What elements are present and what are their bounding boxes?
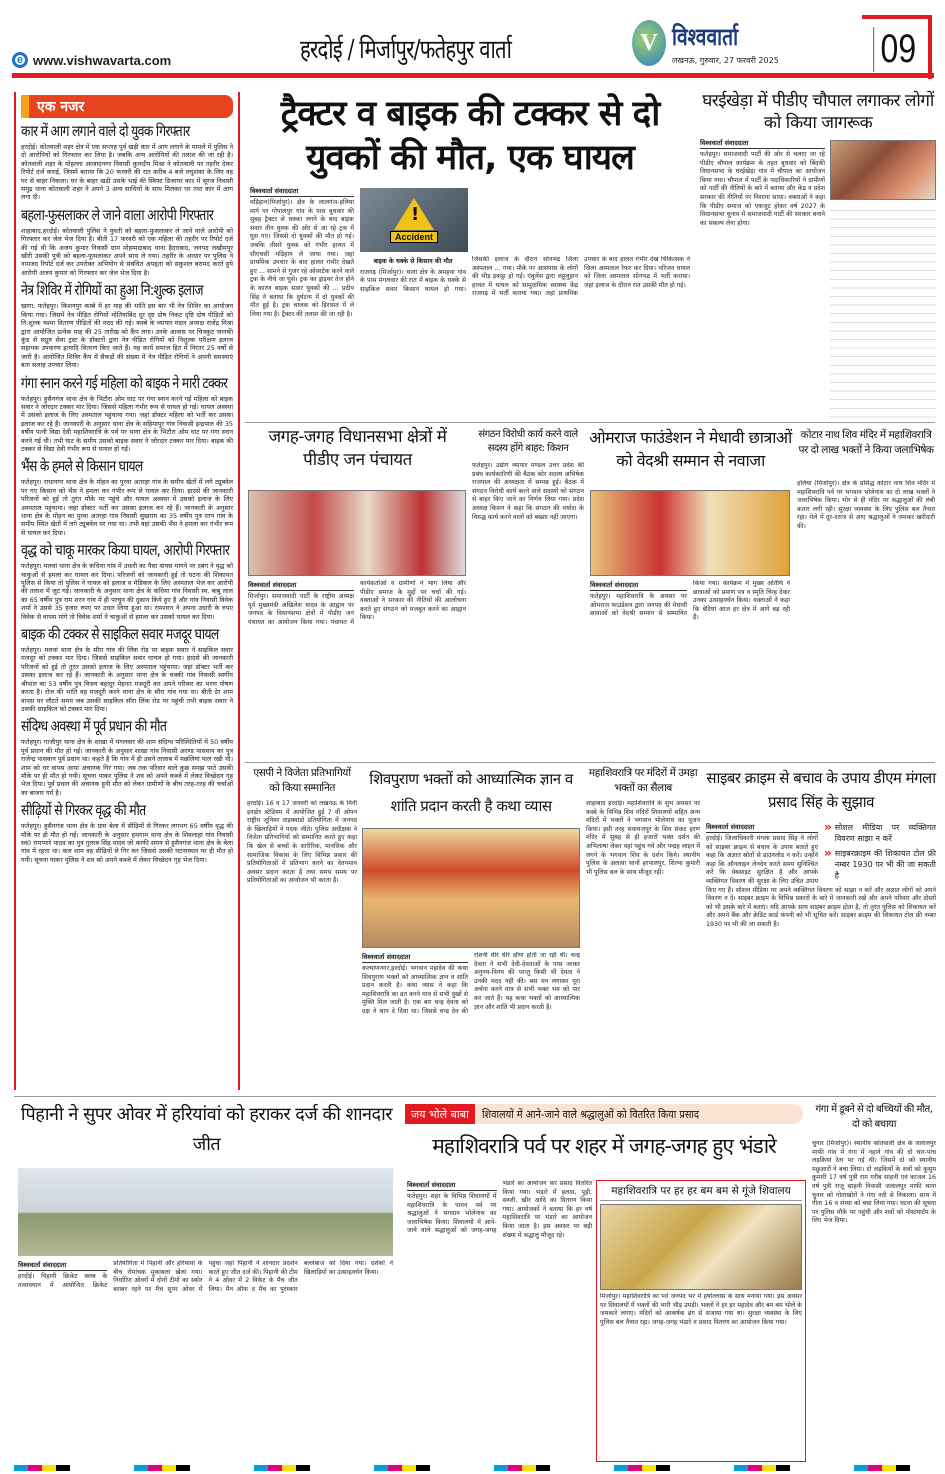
byline: विश्ववार्ता संवाददाता <box>706 822 818 833</box>
shivalaya-box-headline: महाशिवरात्रि पर हर हर बम बम से गूंजे शिवालय <box>600 1184 802 1201</box>
sp-award-headline: एसपी ने विजेता प्रतिभागियों को किया सम्मानित <box>253 767 351 794</box>
double-chevron-icon: » <box>824 822 832 834</box>
main-story <box>250 186 690 418</box>
page-number-box <box>862 15 932 79</box>
pihani-headline: पिहानी ने सुपर ओवर में हरियांवां को हराकर दर्ज की शानदार जीत <box>20 1104 393 1155</box>
kotar-body: हलिया (मिर्जापुर)। क्षेत्र के प्रसिद्ध कोटार नाथ शिव मंदिर में महाशिवरात्रि पर्व पर भगवान भोलेनाथ का दो लाख भक्तों ने जलाभिषेक किया। भोर से ही मंदिर पर श्रद्धालुओं की लंबी कतार लगी रही। सुरक्षा व्यवस्था के लिए पुलिस बल तैनात रहा। मेले में दूर-दराज से आए श्रद्धालुओं ने जमकर खरीदारी की। <box>797 480 935 530</box>
logo-name: विश्ववार्ता <box>672 23 739 51</box>
sangathan-body: फतेहपुर। उद्योग व्यापार मण्डल उत्तर प्रदेश की प्रबंध कार्यकारिणी की बैठक कोर सदस्य अभिषेक राजपाल की अध्यक्षता में सम्पन्न हुई। बैठक में संगठन विरोधी कार्य करने वाले सदस्यों को संगठन से बाहर किए जाने का निर्णय लिया गया। प्रदेश अध्यक्ष किशन ने कहा कि संगठन की मर्यादा के विरुद्ध कार्य करने वालों को बख्शा नहीं जाएगा। <box>472 462 584 521</box>
byline: विश्ववार्ता संवाददाता <box>248 580 354 591</box>
pda-panchayat-headline: जगह-जगह विधानसभा क्षेत्रों में पीडीए जन पंचायत <box>268 427 447 470</box>
cyber-bullet <box>824 848 936 881</box>
browser-e-icon: e <box>12 52 28 68</box>
cyber-body: हरदोई। जिलाधिकारी मंगला प्रसाद सिंह ने लोगों को साइबर क्राइम से बचाव के उपाय बताते हुए कहा कि अज्ञात स्रोतों से डाउनलोड न करें। उन्होंने कहा कि ऑनलाइन लेनदेन करते समय सुनिश्चित करें कि वेबसाइट सुरक्षित है और आपके व्यक्तिगत विवरण की सुरक्षा के लिए उचित उपाय किए गए हैं। सोशल मीडिया पर अपने व्यक्तिगत विवरण को साझा न करें और अज्ञात लोगों को अपने विवरण न दें। साइबर क्राइम के विभिन्न प्रकारों के बारे में जानकारी रखें और अपने परिवार और दोस्तों को भी इसके बारे में बताएं। यदि आपके साथ साइबर क्राइम होता है, तो तुरंत पुलिस को शिकायत करें और अपने बैंक और क्रेडिट कार्ड कंपनी को भी सूचित करें। साइबर क्राइम की शिकायत टोल फ्री नम्बर 1930 पर भी की जा सकती है। <box>706 835 936 928</box>
brief-headline: बाइक की टक्कर से साइकिल सवार मजदूर घायल <box>21 625 219 644</box>
shivalaya-photo <box>600 1204 802 1290</box>
brief-body: हरदोई। कोतवाली शहर क्षेत्र में एक सप्ताह पूर्व खड़ी कार में आग लगाने के मामले में पुलिस ने दो आरोपियों को गिरफ्तार कर लिया है। जबकि अन्य आरोपियों की तलाश की जा रही है। कोतवाली शहर के मोहल्ला आजादनगर निवासी कुलदीप मिश्रा ने कोतवाली पर तहरीर देकर रिपोर्ट दर्ज कराई, जिसमें बताया कि 20 फरवरी की रात करीब 4 बजे लघुशंका के लिए वह घर से बाहर निकला। घर के बाहर खड़ी उसके भाई की स्विफ्ट डिजायर कार में सूरज निवासी समुद्र थाना कोतवाली शहर ने अपने 3 अन्य साथियों के साथ मिलकर घर तथा कार में आग लगा दी। <box>21 143 233 202</box>
byline: विश्ववार्ता संवाददाता <box>18 1260 107 1271</box>
gharkheda-body-cont <box>830 205 936 420</box>
shivpuran-body: कल्याणनगर,हरदोई। भगवान महादेव की कथा शिवपुराण भक्तों को आध्यात्मिक ज्ञान व शांति प्रदान करती है। कथा व्यास ने कहा कि महाशिवरात्रि का व्रत करने मात्र से सभी दुखों से मुक्ति मिल जाती है। एक बार चन्द्र देवता को दक्ष ने श्राप दे दिया था। जिससे चन्द्र देव की रोशनी धीरे धीरे क्षीण होती जा रही थी। चन्द्र देवता ने सभी देवी-देवताओं के पास जाकर अनुनय-विनय की परन्तु किसी भी देवता ने उनकी मदद नहीं की। बस मन लगाकर पूरा अर्चना करने मात्र से सभी भक्त भव को पार कर जाते हैं। यह कथा भक्तों को आध्यात्मिक ज्ञान और शांति भी प्रदान करती है। <box>362 952 580 1015</box>
brief-headline: सीढ़ियों से गिरकर वृद्ध की मौत <box>21 801 146 820</box>
brief-body: फतेहपुर। राधानगर थाना क्षेत्र के मोहन का पुरवा अतरहा गांव के समीप खेतों में लगे ट्यूबवेल पर गए किसान को भैंस ने हमला कर गंभीर रूप से घायल कर दिया। हादसे की जानकारी परिजनों को हुई तो तुरंत मौके पर पहुंचे और घायल अवस्था में उसको इलाज के लिए अस्पताल पहुंचाया। जहां डॉक्टर भर्ती कर उसका इलाज कर रहे हैं। जानकारी के अनुसार थाना क्षेत्र के मोहन का पुरवा अतरहा गांव निवासी सुखराम का 35 वर्षीय पुत्र रतन गांव के समीप स्थित खेतों में लगे ट्यूबवेल पर गया था। तभी वहां उसकी भैंस ने हमला कर गंभीर रूप से घायल कर दिया। <box>21 478 233 537</box>
omraj-headline: ओमराज फाउंडेशन ने मेधावी छात्राओं को वेदश्री सम्मान से नवाजा <box>589 428 792 470</box>
pda-panchayat-photo <box>248 490 466 576</box>
color-registration-bar <box>14 1465 936 1471</box>
main-story-body: मड़िहान(मिर्जापुर)। क्षेत्र के लालगंज-हलिया मार्ग पर गोपालपुर गांव के पास बुधवार की सुबह ट्रैक्टर से धक्का लगने के बाद बाइक सवार तीन युवक की ओर से आ रहे ट्रक में घुस गए। जिससे दो युवकों की मौत हो गई। जबकि तीसरे युवक को गंभीर हालत में सीएचसी मड़िहान ले जाया गया। जहां प्राथमिक उपचार के बाद हालत गंभीर देखते हुए ... सामने से गुजर रहे ओवरटेक करने वाले ट्रक के नीचे जा घुसे। ट्रक का ड्राइवर तेज होने के कारण बाइक सवार युवकों की ... प्रदीप सिंह ने बताया कि दुर्घटना में दो युवकों की मौत हुई है। ट्रक चालक को हिरासत में ले लिया गया है। ट्रैक्टर की तलाश की जा रही है। <box>250 199 354 318</box>
omraj-story <box>590 580 790 758</box>
brief-headline: वृद्ध को चाकू मारकर किया घायल, आरोपी गिरफ्तार <box>21 541 230 560</box>
shivpuran-photo <box>362 828 580 948</box>
brief-headline: भैंस के हमले से किसान घायल <box>21 457 143 476</box>
brief-body: फतेहपुर। मलवां थाना क्षेत्र के कंधिया गांव में उधारी का पैसा वापस मांगने पर दबंग ने वृद्ध को चाकुओं से हमला कर घायल कर दिया। परिजनों को जानकारी हुई तो घटना की शिकायत पुलिस से किया तो पुलिस ने घायल को इलाज व मेडिकल के लिए अस्पताल भेज कर आरोपी की तलाश में जुट गई। जानकारी के अनुसार थाना क्षेत्र के कंधिया गांव निवासी स्व. बाबू लाल का 65 वर्षीय पुत्र राम शरन गांव में ही परचून की दुकान किये हुए है और गांव निवासी विवेक शर्मा ने उससे 35 हजार रुपए पर उधार लिया हुआ था। रामशरन ने अपना उधारी के रुपए विवेक से वापस मांगे तो विवेक शर्मा ने चाकुओं से हमला कर उसको घायल कर दिया। <box>21 562 233 621</box>
kicker-banner <box>405 1104 803 1124</box>
bhandare-body: फतेहपुर। शहर के विभिन्न शिवालयों में महाशिवरात्रि के पावन पर्व पर श्रद्धालुओं ने भगवान भोलेनाथ का जलाभिषेक किया। शिवालयों में आने-जाने वाले श्रद्धालुओं को जगह-जगह भंडारे का आयोजन कर प्रसाद वितरित किया गया। भंडारे में हलवा, पूड़ी, सब्जी, खीर आदि का वितरण किया गया। आयोजकों ने बताया कि हर वर्ष महाशिवरात्रि पर भंडारे का आयोजन किया जाता है। इस अवसर पर बड़ी संख्या में श्रद्धालु मौजूद रहे। <box>407 1180 592 1239</box>
shivpuran-story <box>362 952 580 1092</box>
pda-panchayat-story <box>248 580 466 758</box>
pihani-story <box>18 1260 393 1462</box>
byline: विश्ववार्ता संवाददाता <box>590 580 687 591</box>
kicker-label: जय भोले बाबा <box>405 1104 475 1124</box>
byline: विश्ववार्ता संवाददाता <box>407 1180 497 1191</box>
main-story-body-2: राजगढ़ (मिर्जापुर)। थाना क्षेत्र के अमहवा गांव के पास मंगलवार की रात में बाइक के धक्के से साइकिल सवार किसान घायल हो गया। जिसकी इलाज के दौरान सोनभद्र जिला अस्पताल ... गया। मौके पर आसपास के लोगों की भीड़ इकट्ठा हो गई। एंबुलेंस द्वारा लहूलुहान हालत में घायल को सामुदायिक स्वास्थ्य केंद्र राजगढ़ में भर्ती कराया गया। जहां प्राथमिक उपचार के बाद हालत गंभीर देख चिकित्सक ने जिला अस्पताल रेफर कर दिया। परिजन घायल को जिला अस्पताल सोनभद्र में भर्ती कराया। जहां इलाज के दौरान रात उसकी मौत हो गई। <box>360 256 690 298</box>
dateline: लखनऊ, गुरुवार, 27 फरवरी 2025 <box>672 56 779 65</box>
byline: विश्ववार्ता संवाददाता <box>700 138 825 149</box>
omraj-body: फतेहपुर। महाशिवरात्रि के अवसर पर ओमराज फाउंडेशन द्वारा जनपद की मेधावी छात्राओं को वेदश्री सम्मान से सम्मानित किया गया। कार्यक्रम में मुख्य अतिथि ने छात्राओं को प्रमाण पत्र व स्मृति चिन्ह देकर उनका उत्साहवर्धन किया। वक्ताओं ने कहा कि बेटियां आज हर क्षेत्र में आगे बढ़ रही हैं। <box>590 580 790 622</box>
page-number: 09 <box>874 27 917 72</box>
kotar-headline: कोटार नाथ शिव मंदिर में महाशिवरात्रि पर दो लाख भक्तों ने किया जलाभिषेक <box>798 429 934 456</box>
brief-body: शाहाबाद,हरदोई। कोतवाली पुलिस ने युवती को बहला-फुसलाकर ले जाने वाले आरोपी को गिरफ्तार कर जेल भेज दिया है। बीती 17 फरवरी को एक महिला की तहरीर पर रिपोर्ट दर्ज की गई थी कि अजय कुमार निवासी ग्राम मोहम्मदाबाद थाना हैदराबाद, जनपद लखीमपुर खीरी उसकी पुत्री को बहला-फुसलाकर अपने साथ ले गया। तहरीर के आधार पर पुलिस ने नामजद रिपोर्ट दर्ज कर उपरोक्त अभियोग से संबंधित अपहृता को सकुशल बरामद करते हुये आरोपी अजय कुमार को गिरफ्तार कर जेल भेज दिया है। <box>21 226 233 277</box>
omraj-photo <box>590 490 790 576</box>
cyber-bullets <box>824 822 936 885</box>
brief-body: खागा, फतेहपुर। किशनपुर कस्बे में हर माह की भांति इस बार भी नेत्र शिविर का आयोजन किया गया। जिसमें नेत्र पीड़ित रोगियों मोतियाबिंद दूर दृष्ट दोष निकट दृष्टि दोष पीड़ितों को नि:शुल्क चश्मा वितरण पीड़ितों की मदद की गई। कस्बे के व्यापार मंडल अध्यक्ष राजेंद्र मिश्रा द्वारा आयोजित प्रत्येक माह की 25 तारीख को कैंप लगा। उनके आवास पर चित्रकूट जानकी कुंड से सद्गुरु सेवा ट्रस्ट के डॉक्टरों द्वारा नेत्र पीड़ित रोगियों को निशुल्क परीक्षण इलाज सहायक उपकरण इत्यादि वितरण किए जाते हैं। यह कार्य समाज हित में निरंतर 25 वर्षों से जारी है। आयोजित शिविर कैंप में सैकड़ों की संख्या में नेत्र पीड़ित रोगियों ने अपनी समस्याएं बता सलाह उपचार लिया। <box>21 302 233 370</box>
section-title: हरदोई / मिर्जापुर/फतेहपुर वार्ता <box>300 35 512 65</box>
cricket-photo <box>18 1168 393 1256</box>
warning-triangle-icon: ! <box>394 198 434 230</box>
cyber-bullet <box>824 822 936 844</box>
gharkheda-story <box>700 138 825 420</box>
globe-v-logo-icon: V <box>632 20 666 66</box>
brief-headline: कार में आग लगाने वाले दो युवक गिरफ्तार <box>21 122 190 140</box>
bhandare-story <box>407 1180 592 1462</box>
gharkheda-body: फतेहपुर। समाजवादी पार्टी की ओर से चलाए जा रहे पीडीए चौपाल कार्यक्रम के तहत बुधवार को बिंदकी विधानसभा के घरईखेड़ा गांव में चौपाल का आयोजन किया गया। चौपाल में पार्टी के पदाधिकारियों ने ग्रामीणों को पार्टी की नीतियों के बारे में बताया और केंद्र व प्रदेश सरकार की नीतियों पर निशाना साधा। वक्ताओं ने कहा कि पीडीए समाज को एकजुट होकर वर्ष 2027 के विधानसभा चुनाव में समाजवादी पार्टी की सरकार बनाने का संकल्प लेना होगा। <box>700 151 825 227</box>
double-chevron-icon: » <box>824 846 832 860</box>
temples-headline: महाशिवरात्रि पर मंदिरों में उमड़ा भक्तों का सैलाब <box>588 767 698 794</box>
ek-nazar-label: एक नजर <box>21 95 233 118</box>
main-story-subhead: बाइक के धक्के से किसान की मौत <box>373 258 453 265</box>
bhandare-headline: महाशिवरात्रि पर्व पर शहर में जगह-जगह हुए भंडारे <box>432 1134 776 1158</box>
accident-photo <box>360 188 468 252</box>
website-url[interactable]: e www.vishwavarta.com <box>12 52 171 68</box>
byline: विश्ववार्ता संवाददाता <box>250 186 354 197</box>
cyber-story <box>706 822 936 1092</box>
header-rule <box>12 73 934 78</box>
cyber-headline: साइबर क्राइम से बचाव के उपाय डीएम मंगला प्रसाद सिंह के सुझाव <box>706 769 936 811</box>
divider <box>245 422 935 423</box>
brief-body: फतेहपुर। हुसैनगंज थाना क्षेत्र के ग्राम बेला में सीढ़ियों से गिरकर लगभग 65 वर्षीय वृद्ध की मौके पर ही मौत हो गई। जानकारी के अनुसार हथगाम थाना क्षेत्र के शिवलाहा गांव निवासी स्व0 रामप्यारे यादव का पुत्र गुलाब सिंह यादव जो काफी समय से हुसैनगंज थाना क्षेत्र के बेला गांव में रहता था। कल शाम वह सीढ़ियों से गिर कर जिससे उसकी घटनास्थल पर ही मौत हो गयी। सूचना पाकर पुलिस ने शव को अपने कब्जे में लेकर विच्छेदन गृह भेज दिया। <box>21 822 233 864</box>
sp-award-body: हरदोई। 16 व 17 जनवरी को लखनऊ के मिनी इनडोर स्टेडियम में आयोजित हुई 7 वीं ओपन राष्ट्रीय जूनियर ताइक्वांडो प्रतियोगिता में जनपद के खिलाड़ियों ने पदक जीते। पुलिस अधीक्षक ने विजेता प्रतिभागियों को सम्मानित करते हुए कहा कि खेल से बच्चों के शारीरिक, मानसिक और सामाजिक विकास के लिए विभिन्न प्रकार की प्रतियोगिताओं में प्रतिभाग करने का वेतनमान अवसर प्रदान करता है तथा समय समय पर प्रतियोगिताओं का आयोजन भी करता है। <box>247 800 357 885</box>
pda-panchayat-body: मिर्जापुर। समाजवादी पार्टी के राष्ट्रीय अध्यक्ष पूर्व मुख्यमंत्री अखिलेश यादव के आह्वान पर जनपद के विधानसभा क्षेत्रों में पीडीए जन पंचायत का आयोजन किया गया। पंचायत में कार्यकर्ताओं व ग्रामीणों ने भाग लिया और पीडीए समाज के मुद्दों पर चर्चा की गई। वक्ताओं ने सरकार की नीतियों की आलोचना करते हुए संगठन को मजबूत करने का आह्वान किया। <box>248 580 466 626</box>
brief-headline: गंगा स्नान करने गई महिला को बाइक ने मारी टक्कर <box>21 373 228 392</box>
ganga-body: चुनार (मिर्जापुर)। स्थानीय कोतवाली क्षेत्र के जलालपुर माफी गांव में गंगा में नहाने गांव की दो चार-पांच लड़कियां रेता पर गई थी। जिसमें दो को स्थानीय मछुआरों ने बचा लिया। दो लड़कियों के शवों को कुसुम कुमारी 17 वर्ष पुत्री राम गरीब साहनी एवं काजल 16 वर्ष पुत्री राजू साहनी निवासी जलालपुर माफी थाना चुनार को गोताखोरों ने गंगा नदी से निकाला। साथ में गीता 16 व संध्या को बचा लिया गया। घटना की सूचना पर पुलिस मौके पर पहुंची और शवों को पोस्टमार्टम के लिए भेज दिया। <box>812 1140 936 1225</box>
gharkheda-headline: घरईखेड़ा में पीडीए चौपाल लगाकर लोगों को किया जागरूक <box>702 91 934 133</box>
cyber-bullet-text: सोशल मीडिया पर व्यक्तिगत विवरण साझा न करें <box>834 823 936 843</box>
brief-headline: नेत्र शिविर में रोगियों का हुआ नि:शुल्क इलाज <box>21 281 203 300</box>
kicker-subhead: शिवालयों में आने-जाने वाले श्रद्धालुओं को वितरित किया प्रसाद <box>481 1107 699 1121</box>
newspaper-logo <box>632 20 779 66</box>
ek-nazar-column <box>14 92 240 1090</box>
gharkheda-photo <box>830 140 936 200</box>
temples-body: शाहाबाद हरदोई। महाशिवरात्रि के शुभ अवसर पर कस्बे के विभिन्न शिव मंदिरों शिवालयों सहित अन्य मंदिरों में भक्तों ने भगवान भोलेनाथ का पूजन किया। इसी तरह सवायजपुर के शिव संकट हरण मंदिर में सुबह से ही हजारों भक्त दर्शन की अभिलाषा लेकर वहां पहुंच गये और पन्द्रह लाइन में लगने के भगवान शिव के दर्शन किये। स्थानीय पुलिस के अलावा थानों हरपालपुर, शिल्पा कुमारी भी पुलिस बल के साथ मौजूद रहीं। <box>586 800 700 876</box>
cyber-bullet-text: साइबरक्राइम की शिकायत टोल फ्री नम्बर 1930 पर भी की जा सकती है <box>834 849 936 880</box>
brief-body: फतेहपुर। मलवां थाना क्षेत्र के सौरा गांव की लिंक रोड पर बाइक सवार ने साइकिल सवार मजदूर को टक्कर मार दिया। जिससे साइकिल सवार घायल हो गया। हादसे की जानकारी परिजनों को हुई तो तुरंत उसको इलाज के लिए अस्पताल पहुंचाया। जहां डॉक्टर भर्ती कर उसका इलाज कर रहे हैं। जानकारी के अनुसार थाना क्षेत्र के चक्की गांव निवासी स्वर्गीय श्रीपाल का 53 वर्षीय पुत्र विजय बहादुर मेहनत मजदूरी कर अपने परिवार का भरण पोषण करता है। रोज की भांति वह मजदूरी करने थाना क्षेत्र के सौरा गांव गया था। बीती देर शाम वापस घर लौटते समय जब उसकी साइकिल सौरा लिंक रोड पर पहुंची तभी बाइक सवार ने उसकी साइकिल को टक्कर मार दिया। <box>21 646 233 713</box>
sangathan-headline: संगठन विरोधी कार्य करने वाले सदस्य होंगे बाहर: किशन <box>478 429 578 454</box>
brief-body: फतेहपुर। हुसैनगंज थाना क्षेत्र के भिटौरा ओम घाट पर गंगा स्नान करने गई महिला को बाइक सवार ने जोरदार टक्कर मार दिया। जिससे महिला गंभीर रूप से घायल हो गई। घायल अवस्था में उसको इलाज के लिए अस्पताल पहुंचाया गया। जहां डॉक्टर महिला को भर्ती कर उसका इलाज कर रहे हैं। जानकारी के अनुसार थाना क्षेत्र के सहिमापुर गांव निवासी इन्द्रपाल की 35 वर्षीय पत्नी विद्या देवी महाशिवरात्रि के पर्व पर थाना क्षेत्र के भिटौरा ओम घाट पर गंगा स्नान करने गई थी। तभी घाट के समीप उसको बाइक सवार ने जोरदार टक्कर मार दिया। बाइक की टक्कर से विद्या देवी गंभीर रूप से घायल हो गई। <box>21 394 233 453</box>
brief-headline: संदिग्ध अवस्था में पूर्व प्रधान की मौत <box>21 717 167 736</box>
brief-body: फतेहपुर। गाजीपुर थाना क्षेत्र के शाखा में मंगलवार की शाम संदिग्ध परिस्थितियों में 50 वर्षीय पूर्व प्रधान की मौत हो गई। जानकारी के अनुसार शाखा गांव निवासी अरण्ड पासवान का पुत्र राजेन्द्र पासवान पूर्व प्रधान था। कहते है कि गांव में ही उसने तालाब में मछलियां पाल रखी थी। शाम को घर वापस आया अचानक गिर गया। जब तक परिवार वाले कुछ समझ पाते उसकी मौके पर ही मौत हो गयी। सूचना पाकर पुलिस ने शव को अपने कब्जे में लेकर विच्छेदन गृह भेज दिया। पूर्व प्रधान की अचानक हुयी मौत को लेकर ग्रामीणों के बीच तरह-तरह की चर्चाओं का बाजार गर्म है। <box>21 738 233 797</box>
brief-headline: बहला-फुसलाकर ले जाने वाला आरोपी गिरफ्तार <box>21 205 214 224</box>
byline: विश्ववार्ता संवाददाता <box>362 952 468 963</box>
shivalaya-box <box>596 1180 806 1462</box>
accident-label: Accident <box>390 231 438 243</box>
divider <box>245 762 935 763</box>
ganga-headline: गंगा में डूबने से दो बच्चियों की मौत, दो को बचाया <box>815 1104 933 1130</box>
main-headline: ट्रैक्टर व बाइक की टक्कर से दो युवकों की मौत, एक घायल <box>280 94 660 178</box>
divider <box>14 1096 936 1097</box>
pihani-body: हरदोई। पिहानी क्रिकेट क्लब के तत्वावधान में आयोजित क्रिकेट प्रतियोगिता में पिहानी और हरियांवां के बीच रोमांचक मुकाबला खेला गया। निर्धारित ओवरों में दोनों टीमों का स्कोर बराबर रहने पर मैच सुपर ओवर में पहुंचा जहां पिहानी ने शानदार प्रदर्शन करते हुए जीत दर्ज की। पिहानी की टीम ने 4 ओवर में 2 विकेट के मैच जीत लिया। मैन ऑफ द मैच का पुरस्कार बल्लेबाज को दिया गया। दर्शकों ने खिलाड़ियों का उत्साहवर्धन किया। <box>18 1260 393 1293</box>
shivpuran-headline: शिवपुराण भक्तों को आध्यात्मिक ज्ञान व शांति प्रदान करती है कथा व्यास <box>369 770 573 815</box>
shivalaya-box-body: मिर्जापुर। महाशिवरात्रि का पर्व जनपद भर में हर्षोल्लास के साथ मनाया गया। इस अवसर पर शिवालयों में भक्तों की भारी भीड़ उमड़ी। भक्तों ने हर हर महादेव और बम बम भोले के जयकारे लगाए। मंदिरों को आकर्षक ढंग से सजाया गया था। सुरक्षा व्यवस्था के लिए पुलिस बल तैनात रहा। जगह-जगह भंडारे व प्रसाद वितरण का आयोजन किया गया। <box>600 1293 802 1326</box>
